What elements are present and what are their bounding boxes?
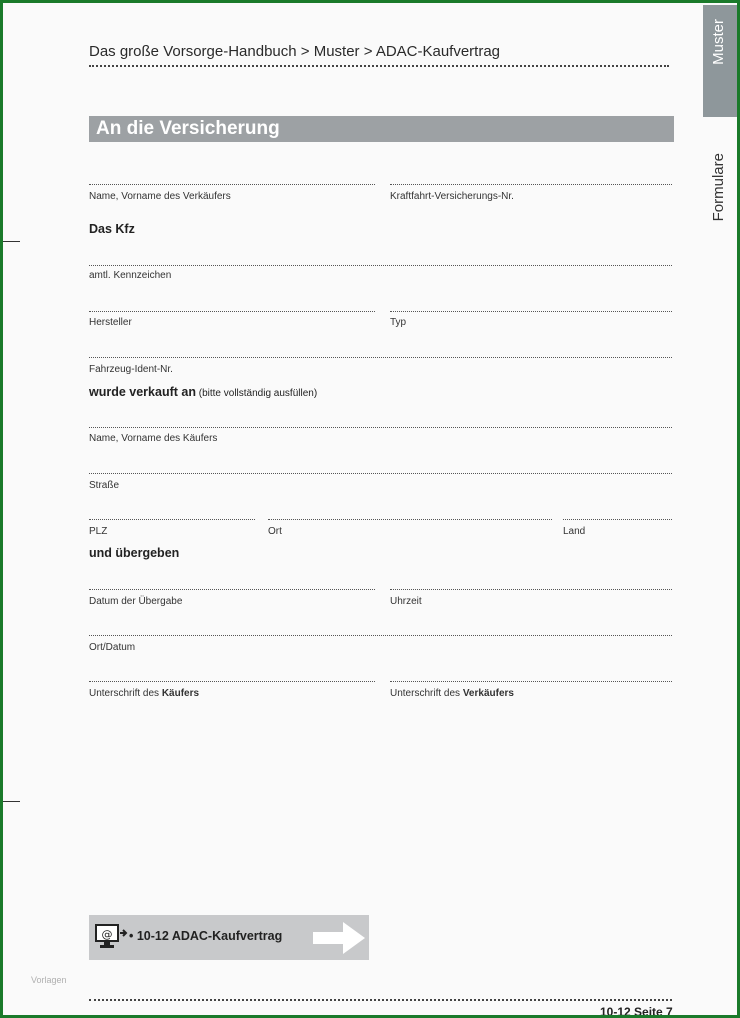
manufacturer-field[interactable] [89,311,375,312]
sold-to-heading-text: wurde verkauft an [89,385,196,399]
tab-formulare[interactable]: Formulare [710,153,727,222]
insurance-no-field[interactable] [390,184,672,185]
download-link-text[interactable]: • 10-12 ADAC-Kaufvertrag [129,929,283,943]
header-divider [89,65,669,67]
computer-email-icon [95,924,129,950]
seller-name-label: Name, Vorname des Verkäufers [89,191,231,202]
breadcrumb: Das große Vorsorge-Handbuch > Muster > ADAC-Kaufvertrag [89,43,501,60]
zip-field[interactable] [89,519,255,520]
vin-field[interactable] [89,357,672,358]
license-plate-field[interactable] [89,265,672,266]
buyer-name-label: Name, Vorname des Käufers [89,433,218,444]
time-field[interactable] [390,589,672,590]
tab-muster[interactable] [703,5,737,117]
buyer-signature-field[interactable] [89,681,375,682]
city-field[interactable] [268,519,552,520]
buyer-signature-label [89,688,199,699]
seller-signature-label [390,688,514,699]
seller-signature-field[interactable] [390,681,672,682]
zip-label: PLZ [89,526,108,537]
type-label: Typ [390,317,407,328]
seller-signature-prefix: Unterschrift des [390,688,463,699]
arrow-right-icon [311,920,367,956]
document-page [3,3,737,1015]
section-title: An die Versicherung [89,116,674,142]
download-link-box[interactable] [89,915,369,960]
city-label: Ort [268,526,282,537]
page-number: 10-12 Seite 7 [600,1005,673,1015]
margin-mark-top [3,241,20,242]
country-field[interactable] [563,519,672,520]
type-field[interactable] [390,311,672,312]
handover-date-field[interactable] [89,589,375,590]
handed-over-heading: und übergeben [89,546,180,560]
seller-signature-role: Verkäufers [462,688,514,699]
place-date-label: Ort/Datum [89,642,136,653]
insurance-no-label: Kraftfahrt-Versicherungs-Nr. [390,191,514,202]
seller-name-field[interactable] [89,184,375,185]
time-label: Uhrzeit [390,596,422,607]
sold-to-heading [89,385,317,399]
footer-divider [89,999,672,1001]
buyer-signature-prefix: Unterschrift des [89,688,162,699]
svg-text:@: @ [101,928,113,941]
vin-label: Fahrzeug-Ident-Nr. [89,364,173,375]
buyer-signature-role: Käufers [161,688,200,699]
manufacturer-label: Hersteller [89,317,132,328]
buyer-name-field[interactable] [89,427,672,428]
country-label: Land [563,526,586,537]
sold-to-note: (bitte vollständig ausfüllen) [195,388,318,399]
street-field[interactable] [89,473,672,474]
watermark: Vorlagen [31,975,67,985]
place-date-field[interactable] [89,635,672,636]
street-label: Straße [89,480,120,491]
margin-mark-bottom [3,801,20,802]
tab-muster-label: Muster [710,19,727,65]
handover-date-label: Datum der Übergabe [89,596,183,607]
vehicle-heading: Das Kfz [89,222,135,236]
license-plate-label: amtl. Kennzeichen [89,270,172,281]
